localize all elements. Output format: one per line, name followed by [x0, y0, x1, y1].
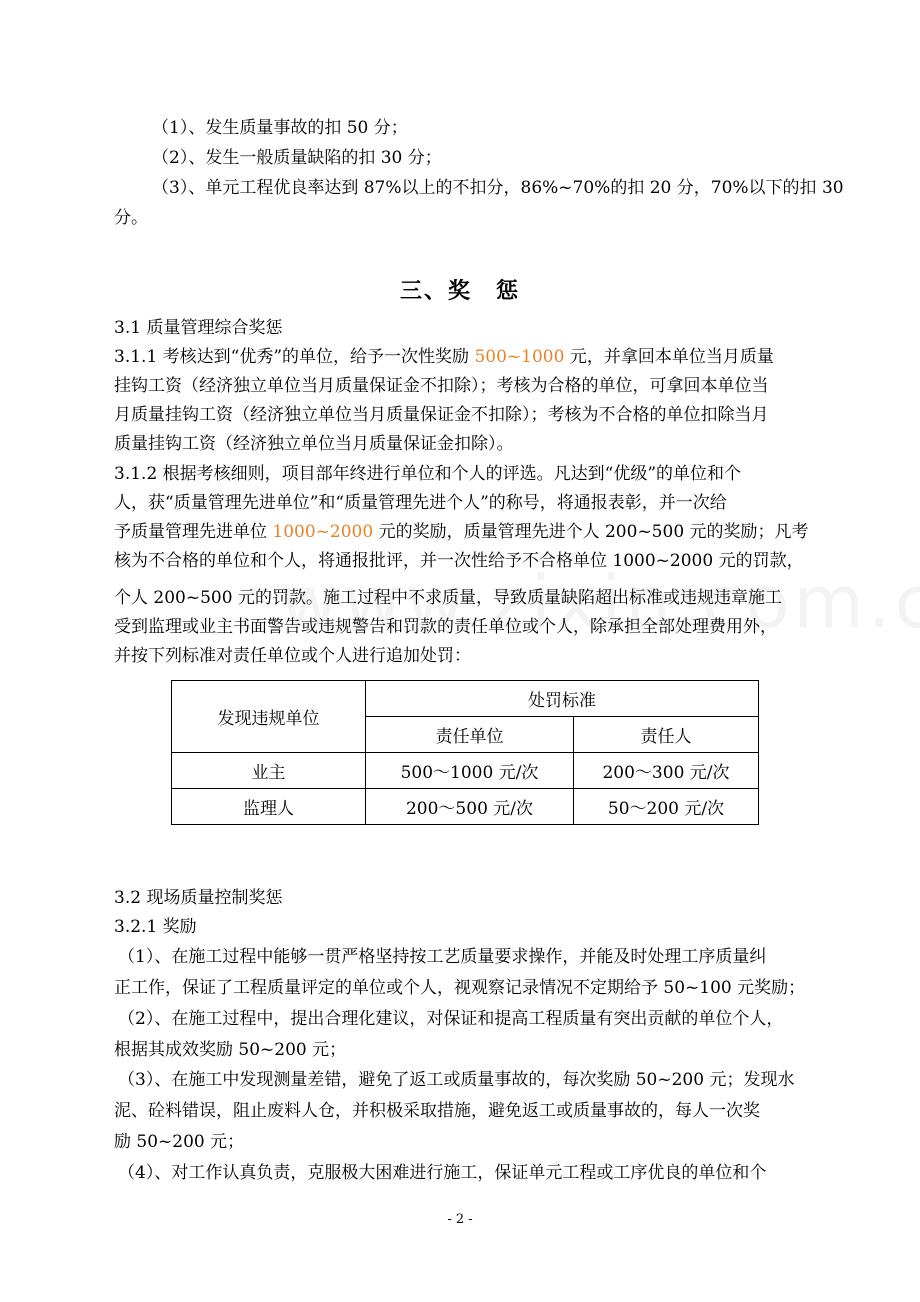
- page-number: - 2 -: [447, 1212, 473, 1227]
- table-row: [172, 753, 759, 789]
- table-cell-unit: 监理人: [172, 789, 366, 825]
- table-header-unit: 发现违规单位: [172, 681, 366, 753]
- reward-item-3-line-2: 泥、砼料错误，阻止废料人仓，并积极采取措施，避免返工或质量事故的，每人一次奖: [114, 1101, 760, 1121]
- award-range-highlight: 1000~2000: [272, 522, 374, 542]
- deduction-item-2: （2）、发生一般质量缺陷的扣 30 分；: [152, 148, 442, 168]
- reward-item-1-line-1: （1）、在施工过程中能够一贯严格坚持按工艺质量要求操作，并能及时处理工序质量纠: [118, 947, 767, 967]
- paragraph-3-1-2-line-5: 个人 200~500 元的罚款。施工过程中不求质量，导致质量缺陷超出标准或违规违章施工: [114, 588, 782, 608]
- paragraph-3-1-2-line-4: 核为不合格的单位和个人，将通报批评，并一次性给予不合格单位 1000~2000 元的罚款，: [114, 551, 804, 571]
- reward-item-2-line-2: 根据其成效奖励 50~200 元；: [114, 1040, 347, 1060]
- paragraph-3-1-2-line-2: 人，获“质量管理先进单位”和“质量管理先进个人”的称号，将通报表彰，并一次给: [114, 493, 727, 513]
- table-cell-person: 200～300 元/次: [574, 753, 759, 789]
- reward-item-3-line-3: 励 50~200 元；: [114, 1132, 245, 1152]
- paragraph-3-1-1-line-1: 3.1.1 考核达到“优秀”的单位，给予一次性奖励 500~1000 元，并拿回本单位当月质量: [114, 347, 774, 367]
- reward-item-1-line-2: 正工作，保证了工程质量评定的单位或个人，视观察记录情况不定期给予 50~100 元奖励；: [114, 978, 806, 998]
- paragraph-3-1-1-line-2: 挂钩工资（经济独立单位当月质量保证金不扣除）；考核为合格的单位，可拿回本单位当: [114, 376, 769, 396]
- paragraph-3-1-2-line-1: 3.1.2 根据考核细则，项目部年终进行单位和个人的评选。凡达到“优级”的单位和个: [114, 464, 742, 484]
- deduction-item-3-cont: 分。: [114, 208, 148, 228]
- paragraph-3-1-2-line-7: 并按下列标准对责任单位或个人进行追加处罚：: [114, 646, 471, 666]
- table-subheader-person: 责任人: [574, 717, 759, 753]
- paragraph-3-1-1-line-4: 质量挂钩工资（经济独立单位当月质量保证金扣除）。: [114, 434, 514, 454]
- table-row: [172, 789, 759, 825]
- heading-3-2-1: 3.2.1 奖励: [114, 917, 197, 937]
- penalty-table: [171, 680, 759, 825]
- paragraph-3-1-1-line-3: 月质量挂钩工资（经济独立单位当月质量保证金不扣除）；考核为不合格的单位扣除当月: [114, 405, 769, 425]
- reward-item-4-line-1: （4）、对工作认真负责，克服极大困难进行施工，保证单元工程或工序优良的单位和个: [118, 1163, 767, 1183]
- table-cell-org: 500～1000 元/次: [366, 753, 574, 789]
- deduction-item-1: （1）、发生质量事故的扣 50 分；: [152, 118, 408, 138]
- table-cell-org: 200～500 元/次: [366, 789, 574, 825]
- reward-item-3-line-1: （3）、在施工中发现测量差错，避免了返工或质量事故的，每次奖励 50~200 元；发现水: [118, 1070, 795, 1090]
- reward-range-highlight: 500~1000: [474, 347, 565, 367]
- heading-3-1: 3.1 质量管理综合奖惩: [114, 318, 283, 338]
- paragraph-3-1-2-line-6: 受到监理或业主书面警告或违规警告和罚款的责任单位或个人，除承担全部处理费用外，: [114, 617, 777, 637]
- table-cell-unit: 业主: [172, 753, 366, 789]
- table-header-penalty-standard: 处罚标准: [366, 681, 759, 717]
- table-cell-person: 50～200 元/次: [574, 789, 759, 825]
- deduction-item-3: （3）、单元工程优良率达到 87%以上的不扣分，86%~70%的扣 20 分，70%以下的扣 30: [152, 178, 844, 198]
- reward-item-2-line-1: （2）、在施工过程中，提出合理化建议，对保证和提高工程质量有突出贡献的单位个人，: [118, 1009, 784, 1029]
- table-subheader-org: 责任单位: [366, 717, 574, 753]
- heading-3-2: 3.2 现场质量控制奖惩: [114, 888, 283, 908]
- paragraph-3-1-2-line-3: 予质量管理先进单位 1000~2000 元的奖励，质量管理先进个人 200~500 元的奖励；凡考: [114, 522, 809, 542]
- section-title: 三、奖 惩: [399, 278, 520, 304]
